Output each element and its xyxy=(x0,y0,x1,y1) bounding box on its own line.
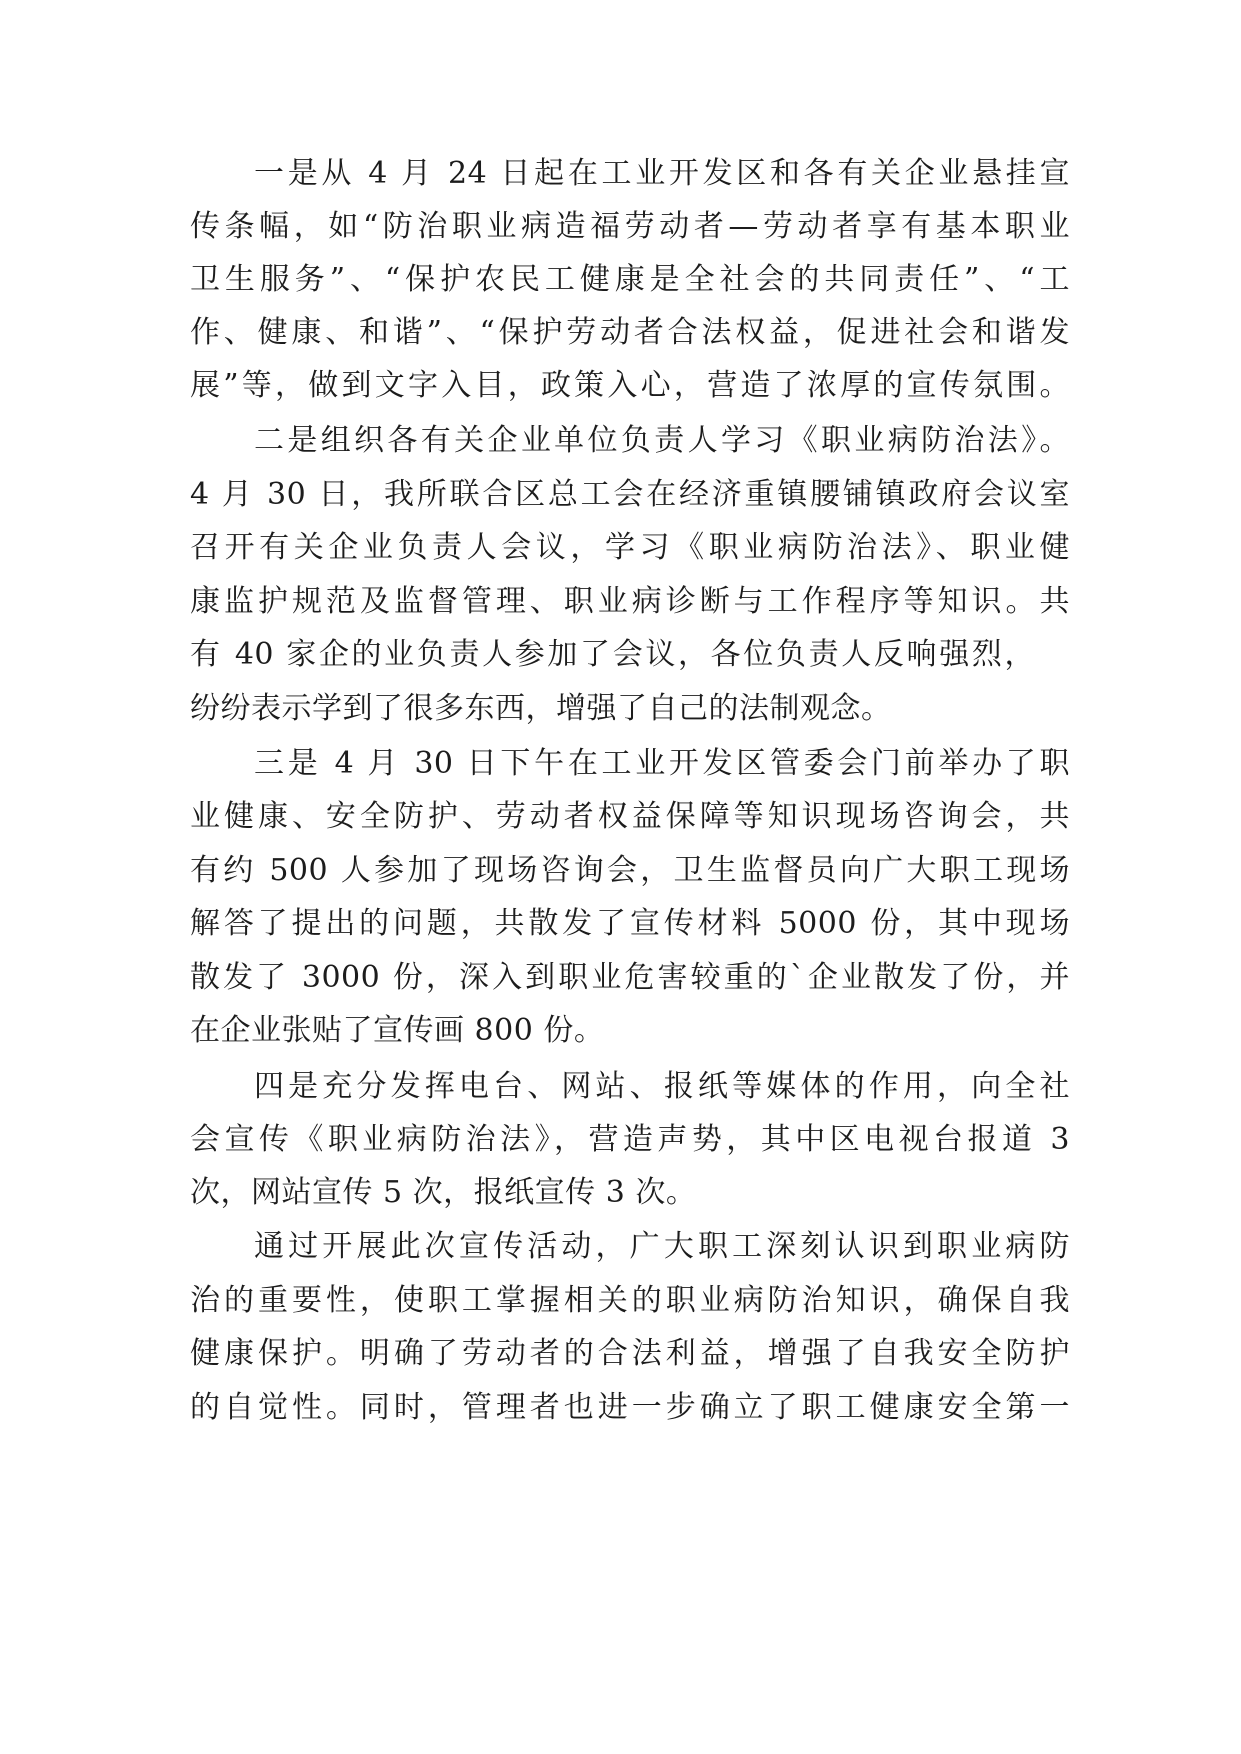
text-line: 有约 500 人参加了现场咨询会，卫生监督员向广大职工现场 xyxy=(190,853,1070,888)
text-line: 次，网站宣传 5 次，报纸宣传 3 次。 xyxy=(190,1175,697,1210)
text-line: 四是充分发挥电台、网站、报纸等媒体的作用，向全社 xyxy=(254,1069,1070,1104)
text-line: 传条幅，如“防治职业病造福劳动者—劳动者享有基本职业 xyxy=(190,209,1070,244)
text-line: 作、健康、和谐”、“保护劳动者合法权益，促进社会和谐发 xyxy=(190,315,1070,350)
text-line: 展”等，做到文字入目，政策入心，营造了浓厚的宣传氛围。 xyxy=(190,368,1070,403)
text-line: 业健康、安全防护、劳动者权益保障等知识现场咨询会，共 xyxy=(190,799,1070,834)
text-line: 卫生服务”、“保护农民工健康是全社会的共同责任”、“工 xyxy=(190,262,1070,297)
text-line: 在企业张贴了宣传画 800 份。 xyxy=(190,1013,605,1048)
text-line: 的自觉性。同时，管理者也进一步确立了职工健康安全第一 xyxy=(190,1390,1070,1425)
text-line: 解答了提出的问题，共散发了宣传材料 5000 份，其中现场 xyxy=(190,906,1070,941)
text-line: 治的重要性，使职工掌握相关的职业病防治知识，确保自我 xyxy=(190,1283,1070,1318)
text-line: 召开有关企业负责人会议，学习《职业病防治法》、职业健 xyxy=(190,530,1070,565)
text-line: 健康保护。明确了劳动者的合法利益，增强了自我安全防护 xyxy=(190,1336,1070,1371)
text-line: 4 月 30 日，我所联合区总工会在经济重镇腰铺镇政府会议室 xyxy=(190,477,1070,512)
text-line: 二是组织各有关企业单位负责人学习《职业病防治法》。 xyxy=(254,423,1070,458)
text-line: 纷纷表示学到了很多东西，增强了自己的法制观念。 xyxy=(190,691,892,726)
text-line: 有 40 家企的业负责人参加了会议，各位负责人反响强烈， xyxy=(190,637,1035,672)
text-line: 会宣传《职业病防治法》，营造声势，其中区电视台报道 3 xyxy=(190,1122,1070,1157)
text-line: 三是 4 月 30 日下午在工业开发区管委会门前举办了职 xyxy=(254,746,1070,781)
text-line: 一是从 4 月 24 日起在工业开发区和各有关企业悬挂宣 xyxy=(254,156,1070,191)
text-line: 通过开展此次宣传活动，广大职工深刻认识到职业病防 xyxy=(254,1229,1070,1264)
text-line: 康监护规范及监督管理、职业病诊断与工作程序等知识。共 xyxy=(190,584,1070,619)
text-line: 散发了 3000 份，深入到职业危害较重的`企业散发了份，并 xyxy=(190,960,1070,995)
